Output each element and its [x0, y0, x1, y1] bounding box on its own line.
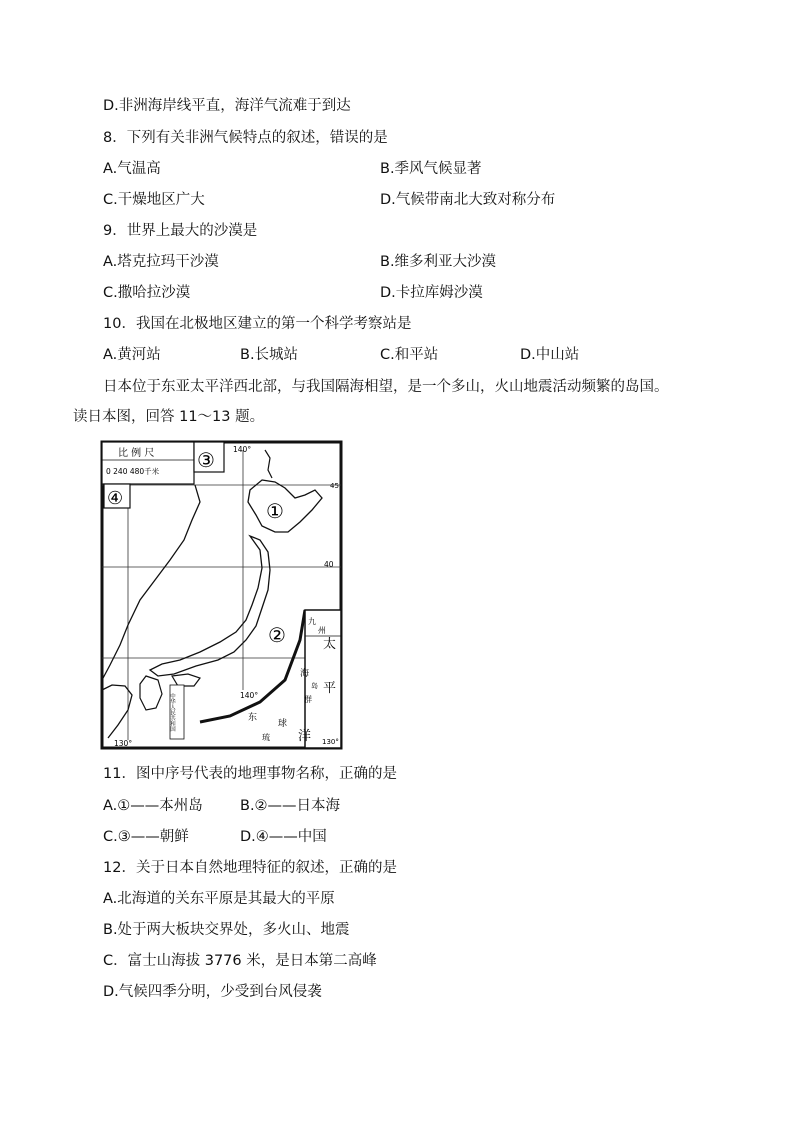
label-qiu: 球: [278, 719, 288, 729]
q9-option-d[interactable]: D.卡拉库姆沙漠: [380, 285, 483, 301]
inset-char-jiu: 九: [308, 617, 316, 626]
q9-option-c[interactable]: C.撒哈拉沙漠: [103, 285, 191, 301]
label-liu: 琉: [262, 733, 270, 742]
label-hai: 海: [300, 669, 310, 679]
q11-option-d[interactable]: D.④——中国: [240, 829, 327, 845]
q12-option-a[interactable]: A.北海道的关东平原是其最大的平原: [103, 891, 335, 907]
q8-option-b[interactable]: B.季风气候显著: [380, 161, 482, 177]
q9-option-b[interactable]: B.维多利亚大沙漠: [380, 254, 497, 270]
intro-paragraph-line-2: 读日本图，回答 11～13 题。: [73, 409, 265, 425]
q8-option-a[interactable]: A.气温高: [103, 161, 161, 177]
label-yang: 洋: [298, 729, 312, 744]
q7-option-d: D.非洲海岸线平直，海洋气流难于到达: [103, 98, 351, 114]
label-dao: 岛: [311, 682, 318, 690]
question-9: 9．世界上最大的沙漠是: [103, 223, 258, 239]
label-num-2: ②: [268, 623, 286, 647]
lon140-top-label: 140°: [233, 445, 252, 454]
lon130-label: 130°: [114, 739, 133, 748]
q10-option-b[interactable]: B.长城站: [240, 347, 299, 363]
label-num-1: ①: [266, 499, 284, 523]
q11-option-a[interactable]: A.①——本州岛: [103, 798, 203, 814]
inset-char-zhou: 州: [318, 626, 326, 635]
q12-option-b[interactable]: B.处于两大板块交界处，多火山、地震: [103, 922, 350, 938]
lat40-label: 40: [324, 560, 334, 569]
q8-option-c[interactable]: C.干燥地区广大: [103, 192, 205, 208]
intro-paragraph-line-1: 日本位于东亚太平洋西北部，与我国隔海相望，是一个多山，火山地震活动频繁的岛国。: [103, 379, 669, 395]
q12-option-c[interactable]: C．富士山海拔 3776 米，是日本第二高峰: [103, 953, 377, 969]
label-dong: 东: [248, 713, 258, 723]
scale-title: 比 例 尺: [118, 448, 155, 459]
q10-option-d[interactable]: D.中山站: [520, 347, 580, 363]
question-11: 11．图中序号代表的地理事物名称，正确的是: [103, 766, 397, 782]
scale-ticks: 0 240 480千米: [106, 467, 160, 476]
question-12: 12．关于日本自然地理特征的叙述，正确的是: [103, 860, 397, 876]
q11-option-c[interactable]: C.③——朝鲜: [103, 829, 189, 845]
q10-option-c[interactable]: C.和平站: [380, 347, 439, 363]
q11-option-b[interactable]: B.②——日本海: [240, 798, 341, 814]
lon130-right-label: 130°: [322, 738, 339, 746]
label-ping: 平: [323, 681, 337, 696]
question-8: 8．下列有关非洲气候特点的叙述，错误的是: [103, 130, 388, 146]
lat45-label: 45: [330, 482, 339, 490]
label-num-4: ④: [107, 488, 124, 509]
lon140-bottom-label: 140°: [240, 691, 259, 700]
question-10: 10．我国在北极地区建立的第一个科学考察站是: [103, 316, 412, 332]
label-tai: 太: [323, 637, 337, 652]
q8-option-d[interactable]: D.气候带南北大致对称分布: [380, 192, 556, 208]
china-label: 中华人民共和国: [169, 693, 175, 732]
q12-option-d[interactable]: D.气候四季分明，少受到台风侵袭: [103, 984, 322, 1000]
q9-option-a[interactable]: A.塔克拉玛干沙漠: [103, 254, 219, 270]
q10-option-a[interactable]: A.黄河站: [103, 347, 161, 363]
label-num-3: ③: [197, 448, 215, 472]
japan-map: [100, 440, 343, 750]
label-qun: 群: [304, 695, 312, 704]
